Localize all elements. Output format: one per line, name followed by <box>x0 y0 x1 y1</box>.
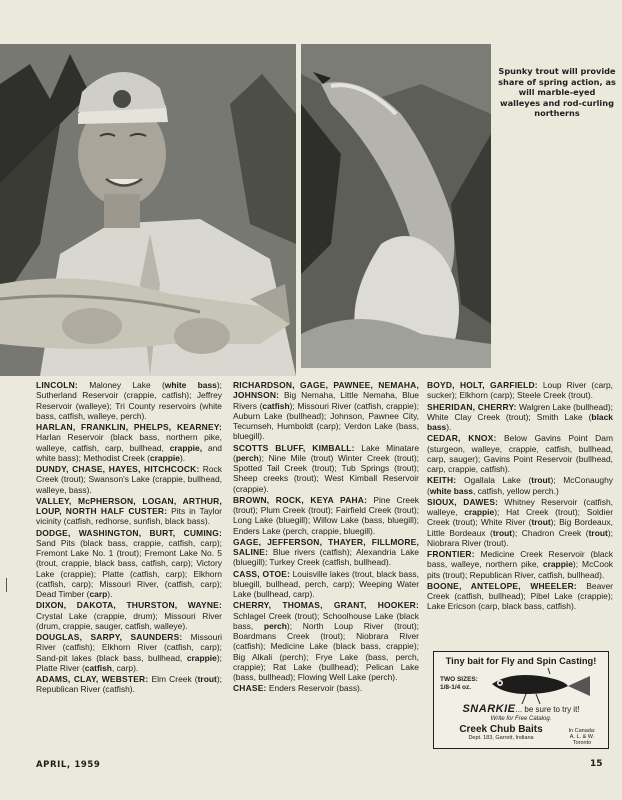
entry-text: Pits in Taylor vicinity (catfish, redhorse, sunfish, black bass). <box>36 506 222 527</box>
entry-text: Elm Creek ( <box>148 674 198 684</box>
county-heading: SHERIDAN, CHERRY: <box>427 401 517 412</box>
county-heading: DIXON, DAKOTA, THURSTON, WAYNE: <box>36 600 222 611</box>
highlighted-species: white bass <box>164 380 217 390</box>
ad-sizes <box>440 676 484 692</box>
ad-canada-label: In Canada: <box>568 728 596 734</box>
highlighted-species: crappie <box>186 652 217 663</box>
entry-text: Walgren Lake (bullhead); White Clay Creek (trout); Smith Lake ( <box>427 401 613 422</box>
entry-text: Blue rivers (catfish); Alexandria Lake (bluegill); Turkey Creek (catfish, bullhead). <box>233 547 419 568</box>
county-heading: BOYD, HOLT, GARFIELD: <box>427 380 538 390</box>
highlighted-species: trout <box>531 517 551 528</box>
county-entry <box>233 600 419 682</box>
county-heading: CASS, OTOE: <box>233 568 291 579</box>
entry-text: ); Missouri River (catfish, crappie); Auburn Lake (bullhead); Johnson, Pawnee City, Tecumseh, Humboldt (carp); Verdon Lake (bass, bluegill). <box>233 400 420 442</box>
county-entry <box>36 600 222 631</box>
entry-text: Sand Pits (black bass, crappie, catfish, carp); Fremont Lake No. 1 (trout); Fremont Lake No. 5 (trout, crappie, black bass, catfish, carp); Victory Lake (crappie); Platte (catfish, carp); Elkhorn (catfish, carp); Missouri River, (catfish, carp); Dead Timber ( <box>36 537 222 599</box>
highlighted-species: black bass <box>427 411 613 432</box>
entry-text: ). <box>179 452 186 463</box>
county-heading: BROWN, ROCK, KEYA PAHA: <box>233 494 368 505</box>
county-entry <box>233 537 419 568</box>
entry-text: ). <box>446 422 452 432</box>
entry-text: Maloney Lake ( <box>77 380 165 390</box>
county-heading: DOUGLAS, SARPY, SAUNDERS: <box>36 632 183 642</box>
county-entry <box>233 683 419 693</box>
entry-text: , carp). <box>111 662 139 673</box>
county-entry <box>36 422 222 463</box>
highlighted-species: trout <box>197 674 217 684</box>
photo-jumping-trout <box>301 44 491 368</box>
county-heading: FRONTIER: <box>427 549 475 559</box>
highlighted-species: crappie, <box>169 442 203 453</box>
entry-text: Medicine Creek Reservoir (black bass, walleye, northern pike, <box>427 549 613 570</box>
county-entry <box>427 402 613 433</box>
ad-canada-dist: A. L. & W. <box>569 734 595 740</box>
county-entry <box>233 495 419 536</box>
county-entry <box>233 443 419 494</box>
entry-text: ); Platte River ( <box>36 652 222 673</box>
highlighted-species: trout <box>588 527 608 538</box>
entry-text: ); Big Bordeaux, Little Bordeaux ( <box>427 517 613 538</box>
county-heading: SIOUX, DAWES: <box>427 496 499 507</box>
highlighted-species: crappie <box>149 452 180 463</box>
county-entry <box>36 380 222 421</box>
issue-date: APRIL, 1959 <box>36 760 101 770</box>
entry-text: Whitney Reservoir (catfish, walleye, <box>427 496 614 517</box>
entry-text: ); Niobrara River (trout). <box>427 527 613 548</box>
county-heading: GAGE, JEFFERSON, THAYER, FILLMORE, SALINE: <box>233 536 419 557</box>
entry-text: Beaver Creek (catfish, bullhead); Pibel Lake (crappie); Lake Ericson (carp, black bass, catfish). <box>427 580 613 612</box>
county-entry <box>36 528 222 600</box>
ad-brand: SNARKIE <box>462 703 516 715</box>
county-entry <box>36 674 222 695</box>
entry-text: Missouri River (catfish); Elkhorn River (catfish, carp); Sand-pit lakes (black bass, bullhead, <box>36 632 222 663</box>
county-entry <box>427 497 613 548</box>
creek-chub-ad <box>433 651 609 749</box>
highlighted-species: trout <box>531 475 551 486</box>
entry-text: ); Republican River (catfish). <box>36 674 222 695</box>
entry-text: Enders Reservoir (bass). <box>266 683 363 694</box>
highlighted-species: crappie <box>542 559 573 570</box>
county-heading: CEDAR, KNOX: <box>427 433 497 444</box>
highlighted-species: catfish <box>84 662 112 673</box>
county-entry <box>36 632 222 673</box>
column-3 <box>427 380 613 613</box>
county-entry <box>427 475 613 496</box>
county-entry <box>427 549 613 580</box>
county-heading: SCOTTS BLUFF, KIMBALL: <box>233 442 355 453</box>
highlighted-species: white bass <box>429 485 473 496</box>
entry-text: Lake Minatare ( <box>233 442 420 463</box>
entry-text: ); Hat Creek (trout); Soldier Creek (trout); White River ( <box>427 507 613 528</box>
county-entry <box>427 380 613 401</box>
ad-tagline: ... be sure to try it! <box>515 705 580 714</box>
highlighted-species: crappie <box>464 507 495 517</box>
ad-headline: Tiny bait for Fly and Spin Casting! <box>445 656 597 666</box>
county-heading: VALLEY, McPHERSON, LOGAN, ARTHUR, LOUP, NORTH HALF CUSTER: <box>36 495 222 516</box>
county-entry <box>233 569 419 600</box>
entry-text: Harlan Reservoir (black bass, northern pike, walleye, catfish, carp, bullhead, <box>36 432 222 453</box>
entry-text: ); McCook pits (trout); Republican River, catfish, bullhead). <box>427 559 613 580</box>
entry-text: Louisville lakes (trout, black bass, bluegill, bullhead, perch, carp); Weeping Water Lake (bullhead, carp). <box>233 568 419 599</box>
county-heading: CHASE: <box>233 683 267 694</box>
county-heading: DODGE, WASHINGTON, BURT, CUMING: <box>36 527 222 538</box>
county-heading: CHERRY, THOMAS, GRANT, HOOKER: <box>233 600 419 611</box>
entry-text: ); Sutherland Reservoir (crappie, catfish); Jeffrey Reservoir (walleye); Tri County reservoirs (white bass, catfish, walleye, perch). <box>36 380 223 421</box>
entry-text: Ogallala Lake ( <box>456 475 532 486</box>
county-heading: LINCOLN: <box>36 380 78 390</box>
highlighted-species: catfish <box>262 400 290 411</box>
entry-text: ); Nine Mile (trout) Winter Creek (trout); Spotted Tail Creek (trout); Tub Springs (trout); Sheep creeks (trout); West Kimball Reservoir (crappie). <box>233 452 419 494</box>
ad-brand-line <box>434 703 608 715</box>
column-2 <box>233 380 419 695</box>
ad-canada-block <box>558 728 606 746</box>
entry-text: Rock Creek (trout); Swanson's Lake (crappie, bullhead, walleye, bass). <box>36 464 222 495</box>
county-heading: RICHARDSON, GAGE, PAWNEE, NEMAHA, JOHNSON: <box>233 380 419 401</box>
entry-text: Below Gavins Point Dam (sturgeon, walleye, crappie, catfish, bullhead, carp, sauger); Gavins Point Reservoir (bullhead, carp, crappie, catfish). <box>427 433 614 474</box>
entry-text: Schlagel Creek (trout); Schoolhouse Lake (black bass, <box>233 610 419 631</box>
entry-text: Pine Creek (trout); Plum Creek (trout); Fairfield Creek (trout); Long Lake (bluegill); Willow Lake (bass, bluegill); Enders Lake (perch, crappie, bluegill). <box>233 494 419 536</box>
entry-text: , catfish, yellow perch.) <box>472 485 559 496</box>
county-heading: DUNDY, CHASE, HAYES, HITCHCOCK: <box>36 464 200 474</box>
highlighted-species: perch <box>235 452 259 463</box>
entry-text: ); Chadron Creek ( <box>512 527 589 538</box>
highlighted-species: perch <box>263 620 287 631</box>
entry-text: Big Nemaha, Little Nemaha, Blue Rivers ( <box>233 390 419 411</box>
ad-dept: Dept. 183, Garrett, Indiana <box>468 735 534 741</box>
photo-caption: Spunky trout will provide share of spring action, as will marble-eyed walleyes and rod-curling northerns <box>498 66 616 118</box>
highlighted-species: trout <box>492 527 513 538</box>
entry-text: ). <box>107 589 113 599</box>
ad-sizes-value: 1/8-1/4 oz. <box>440 684 472 691</box>
column-1 <box>36 380 222 696</box>
county-heading: HARLAN, FRANKLIN, PHELPS, KEARNEY: <box>36 422 222 432</box>
county-entry <box>427 433 613 474</box>
margin-mark <box>6 578 12 592</box>
ad-company: Creek Chub Baits <box>459 724 543 735</box>
ad-free-catalog: Write for Free Catalog. <box>490 716 552 722</box>
county-heading: BOONE, ANTELOPE, WHEELER: <box>427 580 577 591</box>
county-entry <box>233 380 419 442</box>
entry-text: Crystal Lake (crappie, drum); Missouri River (drum, crappie, sauger, catfish, walleye). <box>36 610 222 631</box>
entry-text: ); North Loup River (trout); Boardmans Creek (trout); Niobrara River (catfish); Medicine Lake (black bass, crappie); Big Alkali (perch); Frye Lake (bass, perch, crappie); Rat Lake (bullhead); Pelican Lake (bass, bullhead); Flowing Well Lake (perch). <box>233 620 419 682</box>
county-heading: KEITH: <box>427 475 457 486</box>
entry-text: ); McConaughy ( <box>427 475 613 496</box>
county-heading: ADAMS, CLAY, WEBSTER: <box>36 674 149 684</box>
ad-canada-city: Toronto <box>572 740 592 746</box>
ad-sizes-label: TWO SIZES: <box>440 676 478 683</box>
ad-company-block <box>442 724 560 741</box>
photo-angler-with-walleye <box>0 44 296 376</box>
county-entry <box>427 581 613 612</box>
county-entry <box>36 496 222 527</box>
county-entry <box>36 464 222 495</box>
entry-text: Loup River (carp, sucker); Elkhorn (carp); Steele Creek (trout). <box>427 380 613 401</box>
entry-text: and white bass); Methodist Creek ( <box>36 442 222 463</box>
highlighted-species: carp <box>89 589 108 599</box>
page-number: 15 <box>590 759 603 769</box>
